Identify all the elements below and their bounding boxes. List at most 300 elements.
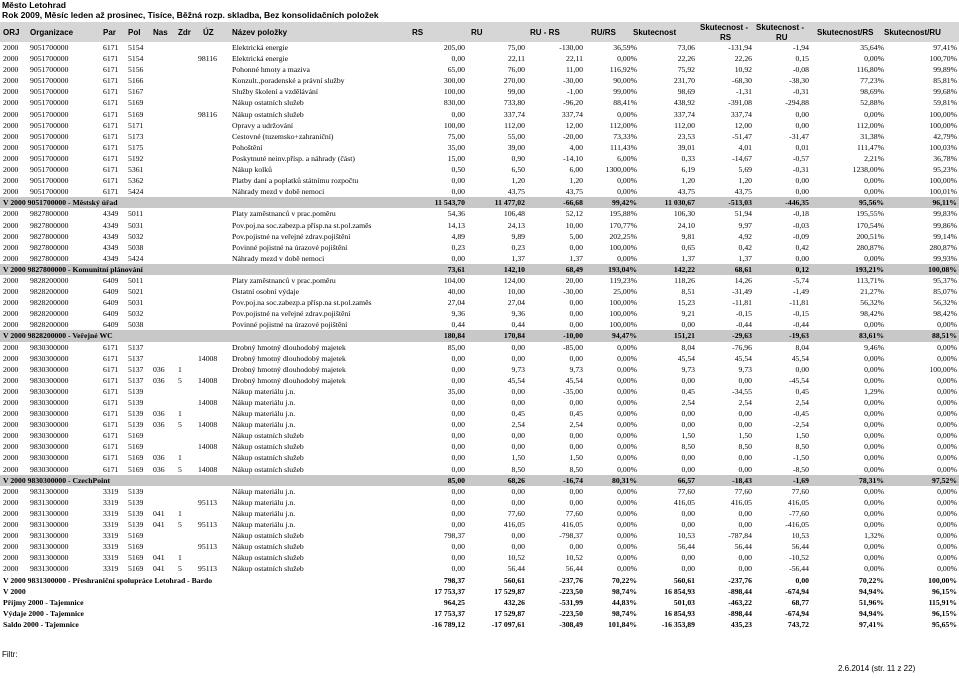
header-nas: Nas xyxy=(153,28,168,37)
cell-nazev: Nákup materiálu j.n. xyxy=(232,420,296,430)
cell-rurs: -16,74 xyxy=(563,475,583,485)
cell-skdrs: 56,32% xyxy=(860,298,884,308)
cell-skdru: 0,00% xyxy=(937,508,957,518)
cell-sk: 75,92 xyxy=(677,65,695,75)
cell-nazev: Opravy a udržování xyxy=(232,120,294,130)
row-label: V 2000 9827800000 - Komunitní plánování xyxy=(3,264,143,274)
cell-sk: 24,10 xyxy=(677,220,695,230)
cell-skdrs: 0,00% xyxy=(864,553,884,563)
cell-skru: -10,52 xyxy=(789,553,809,563)
cell-skru: -0,08 xyxy=(792,65,809,75)
cell-skru: 0,00 xyxy=(795,120,809,130)
cell-org: 9830300000 xyxy=(30,420,69,430)
header-organizace: Organizace xyxy=(30,28,74,37)
cell-rurs: 6,00 xyxy=(569,165,583,175)
table-row xyxy=(0,86,959,97)
cell-skrs: 68,61 xyxy=(734,264,752,274)
cell-skdru: 99,83% xyxy=(933,209,957,219)
cell-skdru: 0,00% xyxy=(937,564,957,574)
cell-nazev: Platy zaměstnanců v prac.poměru xyxy=(232,275,336,285)
cell-par: 6171 xyxy=(103,54,119,64)
cell-nazev: Náhrady mezd v době nemoci xyxy=(232,187,325,197)
header-par: Par xyxy=(103,28,116,37)
cell-par: 6171 xyxy=(103,153,119,163)
cell-sk: 0,00 xyxy=(681,464,695,474)
cell-nazev: Pov.pojistné na veřejné zdrav.pojištění xyxy=(232,309,351,319)
cell-org: 9830300000 xyxy=(30,409,69,419)
cell-rurs: 0,00 xyxy=(569,298,583,308)
table-row xyxy=(0,142,959,153)
cell-ru: 1,20 xyxy=(511,176,525,186)
cell-org: 9830300000 xyxy=(30,386,69,396)
total-row xyxy=(0,619,959,630)
cell-rudrs: 170,77% xyxy=(609,220,637,230)
cell-skrs: 1,50 xyxy=(738,431,752,441)
cell-rs: 0,00 xyxy=(451,442,465,452)
cell-nas: 041 xyxy=(153,553,165,563)
cell-skdrs: 0,00% xyxy=(864,353,884,363)
cell-sk: 1,20 xyxy=(681,176,695,186)
cell-orj: 2000 xyxy=(3,209,19,219)
cell-rs: 0,00 xyxy=(451,253,465,263)
cell-nazev: Nákup ostatních služeb xyxy=(232,98,304,108)
cell-skru: 8,50 xyxy=(795,442,809,452)
table-row xyxy=(0,97,959,108)
cell-rurs: 43,75 xyxy=(565,187,583,197)
cell-rudrs: 0,00% xyxy=(617,431,637,441)
table-row xyxy=(0,364,959,375)
cell-rudrs: 202,25% xyxy=(609,231,637,241)
cell-ru: 142,10 xyxy=(503,264,525,274)
cell-rurs: 416,05 xyxy=(561,520,583,530)
subtotal-row xyxy=(0,475,959,486)
cell-rurs: 1,50 xyxy=(569,453,583,463)
cell-rudrs: 25,00% xyxy=(613,287,637,297)
cell-rurs: -20,00 xyxy=(563,131,583,141)
cell-par: 3319 xyxy=(103,486,119,496)
cell-pol: 5139 xyxy=(128,508,144,518)
cell-skdru: 115,91% xyxy=(928,597,957,607)
table-row xyxy=(0,175,959,186)
cell-rudrs: 0,00% xyxy=(617,54,637,64)
cell-par: 4349 xyxy=(103,231,119,241)
cell-ru: 0,00 xyxy=(511,497,525,507)
cell-skdru: 0,00% xyxy=(937,320,957,330)
cell-rs: 0,00 xyxy=(451,431,465,441)
cell-sk: 73,06 xyxy=(677,43,695,52)
cell-uz: 14008 xyxy=(198,375,218,385)
table-row xyxy=(0,242,959,253)
cell-rudrs: 0,00% xyxy=(617,553,637,563)
cell-rudrs: 0,00% xyxy=(617,342,637,352)
cell-skrs: 10,92 xyxy=(734,65,752,75)
cell-zdr: 5 xyxy=(178,420,182,430)
cell-pol: 5032 xyxy=(128,309,144,319)
cell-nazev: Ostatní osobní výdaje xyxy=(232,287,300,297)
cell-rudrs: 80,31% xyxy=(612,475,637,485)
cell-rudrs: 0,00% xyxy=(617,531,637,541)
cell-skdru: 56,32% xyxy=(933,298,957,308)
cell-skrs: 0,00 xyxy=(738,564,752,574)
cell-sk: 231,70 xyxy=(673,76,695,86)
cell-orj: 2000 xyxy=(3,342,19,352)
cell-nazev: Drobný hmotný dlouhodobý majetek xyxy=(232,364,346,374)
table-row xyxy=(0,53,959,64)
table-row xyxy=(0,375,959,386)
cell-skdrs: 21,27% xyxy=(860,287,884,297)
cell-skdrs: 94,94% xyxy=(859,608,884,618)
cell-par: 6171 xyxy=(103,442,119,452)
cell-sk: 0,00 xyxy=(681,453,695,463)
cell-sk: 98,69 xyxy=(677,87,695,97)
table-row xyxy=(0,42,959,53)
cell-pol: 5139 xyxy=(128,497,144,507)
cell-org: 9830300000 xyxy=(30,342,69,352)
cell-skdru: 95,65% xyxy=(932,619,957,629)
table-row xyxy=(0,275,959,286)
cell-par: 6171 xyxy=(103,453,119,463)
cell-rurs: 0,00 xyxy=(569,542,583,552)
cell-skrs: 77,60 xyxy=(734,486,752,496)
cell-sk: -16 353,89 xyxy=(661,619,695,629)
cell-skdrs: 0,00% xyxy=(864,542,884,552)
cell-skdru: 0,00% xyxy=(937,420,957,430)
cell-ru: 17 529,87 xyxy=(494,586,525,596)
cell-skru: 0,00 xyxy=(795,176,809,186)
cell-skru: 0,00 xyxy=(795,187,809,197)
cell-rurs: 2,54 xyxy=(569,420,583,430)
cell-rudrs: 0,00% xyxy=(617,398,637,407)
cell-sk: 39,01 xyxy=(677,142,695,152)
cell-rs: 35,00 xyxy=(447,142,465,152)
cell-rs: 100,00 xyxy=(443,87,465,97)
cell-rs: 27,04 xyxy=(447,298,465,308)
cell-skru: 2,54 xyxy=(795,398,809,407)
cell-skru: -38,30 xyxy=(789,76,809,86)
table-row xyxy=(0,231,959,242)
cell-pol: 5137 xyxy=(128,342,144,352)
cell-nazev: Nákup ostatních služeb xyxy=(232,531,304,541)
cell-rudrs: 100,00% xyxy=(609,298,637,308)
cell-par: 3319 xyxy=(103,564,119,574)
cell-org: 9830300000 xyxy=(30,464,69,474)
cell-rudrs: 94,47% xyxy=(612,331,637,341)
cell-rs: 0,00 xyxy=(451,553,465,563)
cell-rs: 0,00 xyxy=(451,54,465,64)
cell-skru: 1,50 xyxy=(795,431,809,441)
cell-skru: -0,09 xyxy=(792,231,809,241)
cell-pol: 5154 xyxy=(128,43,144,52)
cell-pol: 5154 xyxy=(128,54,144,64)
cell-pol: 5139 xyxy=(128,409,144,419)
cell-sk: 45,54 xyxy=(677,353,695,363)
cell-rudrs: 0,00% xyxy=(617,564,637,574)
cell-skdru: 59,81% xyxy=(933,98,957,108)
cell-rs: 9,36 xyxy=(451,309,465,319)
cell-skrs: -237,76 xyxy=(728,575,752,585)
cell-skdrs: 31,38% xyxy=(860,131,884,141)
table-row xyxy=(0,297,959,308)
cell-skdru: 96,11% xyxy=(932,198,957,208)
cell-orj: 2000 xyxy=(3,131,19,141)
cell-rs: 0,50 xyxy=(451,165,465,175)
cell-nas: 036 xyxy=(153,464,165,474)
cell-pol: 5175 xyxy=(128,142,144,152)
cell-orj: 2000 xyxy=(3,398,19,407)
cell-sk: 106,30 xyxy=(673,209,695,219)
cell-nazev: Nákup materiálu j.n. xyxy=(232,520,296,530)
cell-rs: 17 753,37 xyxy=(434,608,465,618)
cell-skdrs: 0,00% xyxy=(864,187,884,197)
cell-skdru: 0,00% xyxy=(937,386,957,396)
cell-orj: 2000 xyxy=(3,120,19,130)
cell-uz: 95113 xyxy=(198,542,217,552)
cell-orj: 2000 xyxy=(3,287,19,297)
cell-skru: 8,04 xyxy=(795,342,809,352)
cell-orj: 2000 xyxy=(3,54,19,64)
cell-rs: 35,00 xyxy=(447,386,465,396)
cell-ru: 39,00 xyxy=(507,142,525,152)
cell-skrs: 12,00 xyxy=(734,120,752,130)
cell-rs: 40,00 xyxy=(447,287,465,297)
cell-skru: -0,57 xyxy=(792,153,809,163)
cell-sk: 23,53 xyxy=(677,131,695,141)
table-row xyxy=(0,452,959,463)
cell-org: 9051700000 xyxy=(30,120,69,130)
cell-orj: 2000 xyxy=(3,98,19,108)
cell-zdr: 1 xyxy=(178,409,182,419)
cell-skdrs: 0,00% xyxy=(864,431,884,441)
cell-skru: -0,18 xyxy=(792,209,809,219)
cell-rs: 100,00 xyxy=(443,120,465,130)
cell-rs: 15,00 xyxy=(447,153,465,163)
cell-org: 9831300000 xyxy=(30,486,69,496)
cell-skdru: 99,93% xyxy=(933,253,957,263)
cell-rurs: 56,44 xyxy=(565,564,583,574)
cell-pol: 5137 xyxy=(128,375,144,385)
header-zdr: Zdr xyxy=(178,28,191,37)
cell-par: 6409 xyxy=(103,275,119,285)
cell-skdru: 97,41% xyxy=(933,43,957,52)
cell-par: 6171 xyxy=(103,131,119,141)
cell-nazev: Nákup ostatních služeb xyxy=(232,431,304,441)
cell-skrs: 2,54 xyxy=(738,398,752,407)
cell-ru: 1,37 xyxy=(511,253,525,263)
cell-nazev: Pov.pojistné na veřejné zdrav.pojištění xyxy=(232,231,351,241)
cell-skdrs: 0,00% xyxy=(864,54,884,64)
cell-skdrs: 77,23% xyxy=(860,76,884,86)
table-row xyxy=(0,286,959,297)
cell-uz: 95113 xyxy=(198,564,217,574)
cell-rs: 11 543,70 xyxy=(434,198,465,208)
cell-pol: 5173 xyxy=(128,131,144,141)
table-row xyxy=(0,75,959,86)
cell-skru: 0,00 xyxy=(795,109,809,119)
cell-orj: 2000 xyxy=(3,542,19,552)
cell-pol: 5011 xyxy=(128,275,144,285)
cell-skrs: 0,00 xyxy=(738,508,752,518)
cell-skdrs: 200,51% xyxy=(856,231,884,241)
cell-ru: 337,74 xyxy=(503,109,525,119)
cell-pol: 5192 xyxy=(128,153,144,163)
cell-skru: 416,05 xyxy=(787,497,809,507)
cell-skdrs: 0,00% xyxy=(864,253,884,263)
cell-orj: 2000 xyxy=(3,153,19,163)
row-label: V 2000 xyxy=(3,586,26,596)
cell-org: 9830300000 xyxy=(30,442,69,452)
cell-par: 6171 xyxy=(103,342,119,352)
cell-zdr: 5 xyxy=(178,564,182,574)
cell-skdrs: 0,00% xyxy=(864,409,884,419)
cell-rurs: 0,00 xyxy=(569,497,583,507)
cell-rs: 0,00 xyxy=(451,497,465,507)
header-sk-ru-line2: RU xyxy=(776,33,788,42)
cell-skdru: 96,15% xyxy=(932,586,957,596)
cell-skrs: 8,50 xyxy=(738,442,752,452)
cell-org: 9051700000 xyxy=(30,153,69,163)
cell-pol: 5139 xyxy=(128,386,144,396)
cell-nazev: Nákup ostatních služeb xyxy=(232,542,304,552)
cell-pol: 5169 xyxy=(128,98,144,108)
cell-skdru: 0,00% xyxy=(937,375,957,385)
row-label: Příjmy 2000 - Tajemnice xyxy=(3,597,84,607)
cell-orj: 2000 xyxy=(3,253,19,263)
cell-skrs: 0,00 xyxy=(738,409,752,419)
cell-pol: 5362 xyxy=(128,176,144,186)
cell-skdrs: 0,00% xyxy=(864,442,884,452)
cell-org: 9051700000 xyxy=(30,76,69,86)
cell-skru: -0,03 xyxy=(792,220,809,230)
cell-skru: 68,77 xyxy=(791,597,809,607)
cell-par: 6171 xyxy=(103,353,119,363)
cell-sk: 0,00 xyxy=(681,564,695,574)
table-row xyxy=(0,486,959,497)
table-row xyxy=(0,497,959,508)
cell-skdrs: 193,21% xyxy=(855,264,884,274)
cell-orj: 2000 xyxy=(3,242,19,252)
cell-sk: 22,26 xyxy=(677,54,695,64)
cell-orj: 2000 xyxy=(3,386,19,396)
cell-skrs: 0,00 xyxy=(738,420,752,430)
cell-org: 9831300000 xyxy=(30,542,69,552)
cell-ru: 0,45 xyxy=(511,409,525,419)
total-row xyxy=(0,608,959,619)
cell-org: 9831300000 xyxy=(30,553,69,563)
cell-zdr: 1 xyxy=(178,453,182,463)
cell-sk: 0,33 xyxy=(681,153,695,163)
cell-nazev: Služby školení a vzdělávání xyxy=(232,87,319,97)
table-row xyxy=(0,208,959,219)
cell-sk: 6,19 xyxy=(681,165,695,175)
cell-par: 6171 xyxy=(103,109,119,119)
cell-nazev: Drobný hmotný dlouhodobý majetek xyxy=(232,375,346,385)
cell-rurs: 0,00 xyxy=(569,398,583,407)
cell-pol: 5169 xyxy=(128,453,144,463)
cell-ru: 0,00 xyxy=(511,486,525,496)
cell-org: 9051700000 xyxy=(30,142,69,152)
cell-skru: 0,12 xyxy=(795,264,809,274)
cell-pol: 5169 xyxy=(128,431,144,441)
cell-sk: 77,60 xyxy=(677,486,695,496)
cell-skdru: 0,00% xyxy=(937,442,957,452)
cell-skru: 743,72 xyxy=(787,619,809,629)
cell-rs: 0,00 xyxy=(451,109,465,119)
report-title: Město Letohrad xyxy=(2,0,66,10)
cell-ru: 11 477,02 xyxy=(494,198,525,208)
cell-ru: 0,44 xyxy=(511,320,525,330)
cell-org: 9051700000 xyxy=(30,165,69,175)
cell-skrs: 0,00 xyxy=(738,553,752,563)
cell-skrs: 45,54 xyxy=(734,353,752,363)
table-row xyxy=(0,342,959,353)
cell-pol: 5169 xyxy=(128,109,144,119)
cell-skrs: -68,30 xyxy=(732,76,752,86)
cell-skdrs: 0,00% xyxy=(864,176,884,186)
cell-rudrs: 0,00% xyxy=(617,386,637,396)
cell-uz: 95113 xyxy=(198,520,217,530)
cell-rs: 964,25 xyxy=(443,597,465,607)
cell-rudrs: 0,00% xyxy=(617,497,637,507)
cell-rs: 85,00 xyxy=(447,342,465,352)
cell-skrs: -787,84 xyxy=(728,531,752,541)
cell-sk: 56,44 xyxy=(677,542,695,552)
cell-rudrs: 100,00% xyxy=(609,309,637,319)
header-nazev: Název položky xyxy=(232,28,288,37)
cell-nazev: Nákup materiálu j.n. xyxy=(232,398,296,407)
table-row xyxy=(0,164,959,175)
cell-skrs: 9,73 xyxy=(738,364,752,374)
cell-skru: -674,94 xyxy=(785,608,809,618)
cell-par: 6409 xyxy=(103,309,119,319)
table-row xyxy=(0,253,959,264)
cell-orj: 2000 xyxy=(3,431,19,441)
row-label: Saldo 2000 - Tajemnice xyxy=(3,619,79,629)
table-row xyxy=(0,408,959,419)
cell-par: 6171 xyxy=(103,364,119,374)
table-row xyxy=(0,508,959,519)
cell-rudrs: 1300,00% xyxy=(605,165,637,175)
cell-rurs: 0,00 xyxy=(569,353,583,363)
cell-nazev: Konzult.,poradenské a právní služby xyxy=(232,76,345,86)
cell-pol: 5424 xyxy=(128,253,144,263)
cell-sk: 16 854,93 xyxy=(664,586,695,596)
cell-pol: 5038 xyxy=(128,242,144,252)
cell-skrs: 416,05 xyxy=(730,497,752,507)
cell-skdrs: 0,00% xyxy=(864,564,884,574)
cell-nazev: Nákup materiálu j.n. xyxy=(232,409,296,419)
cell-uz: 14008 xyxy=(198,353,218,363)
report-subtitle: Rok 2009, Měsíc leden až prosinec, Tisíce, Běžná rozp. skladba, Bez konsolidačních položek xyxy=(2,10,379,20)
table-row xyxy=(0,386,959,397)
cell-org: 9827800000 xyxy=(30,242,69,252)
cell-pol: 5169 xyxy=(128,531,144,541)
cell-skdrs: 52,88% xyxy=(860,98,884,108)
cell-rurs: 4,00 xyxy=(569,142,583,152)
cell-skru: -1,94 xyxy=(792,43,809,52)
cell-nazev: Povinné pojistné na úrazové pojištění xyxy=(232,242,348,252)
cell-ru: 0,00 xyxy=(511,542,525,552)
cell-zdr: 1 xyxy=(178,553,182,563)
cell-nas: 036 xyxy=(153,409,165,419)
cell-skru: 0,45 xyxy=(795,386,809,396)
cell-pol: 5139 xyxy=(128,520,144,530)
cell-ru: 55,00 xyxy=(507,131,525,141)
cell-par: 3319 xyxy=(103,508,119,518)
cell-rudrs: 90,00% xyxy=(613,76,637,86)
table-body xyxy=(0,42,959,630)
cell-par: 3319 xyxy=(103,553,119,563)
cell-sk: 8,50 xyxy=(681,442,695,452)
